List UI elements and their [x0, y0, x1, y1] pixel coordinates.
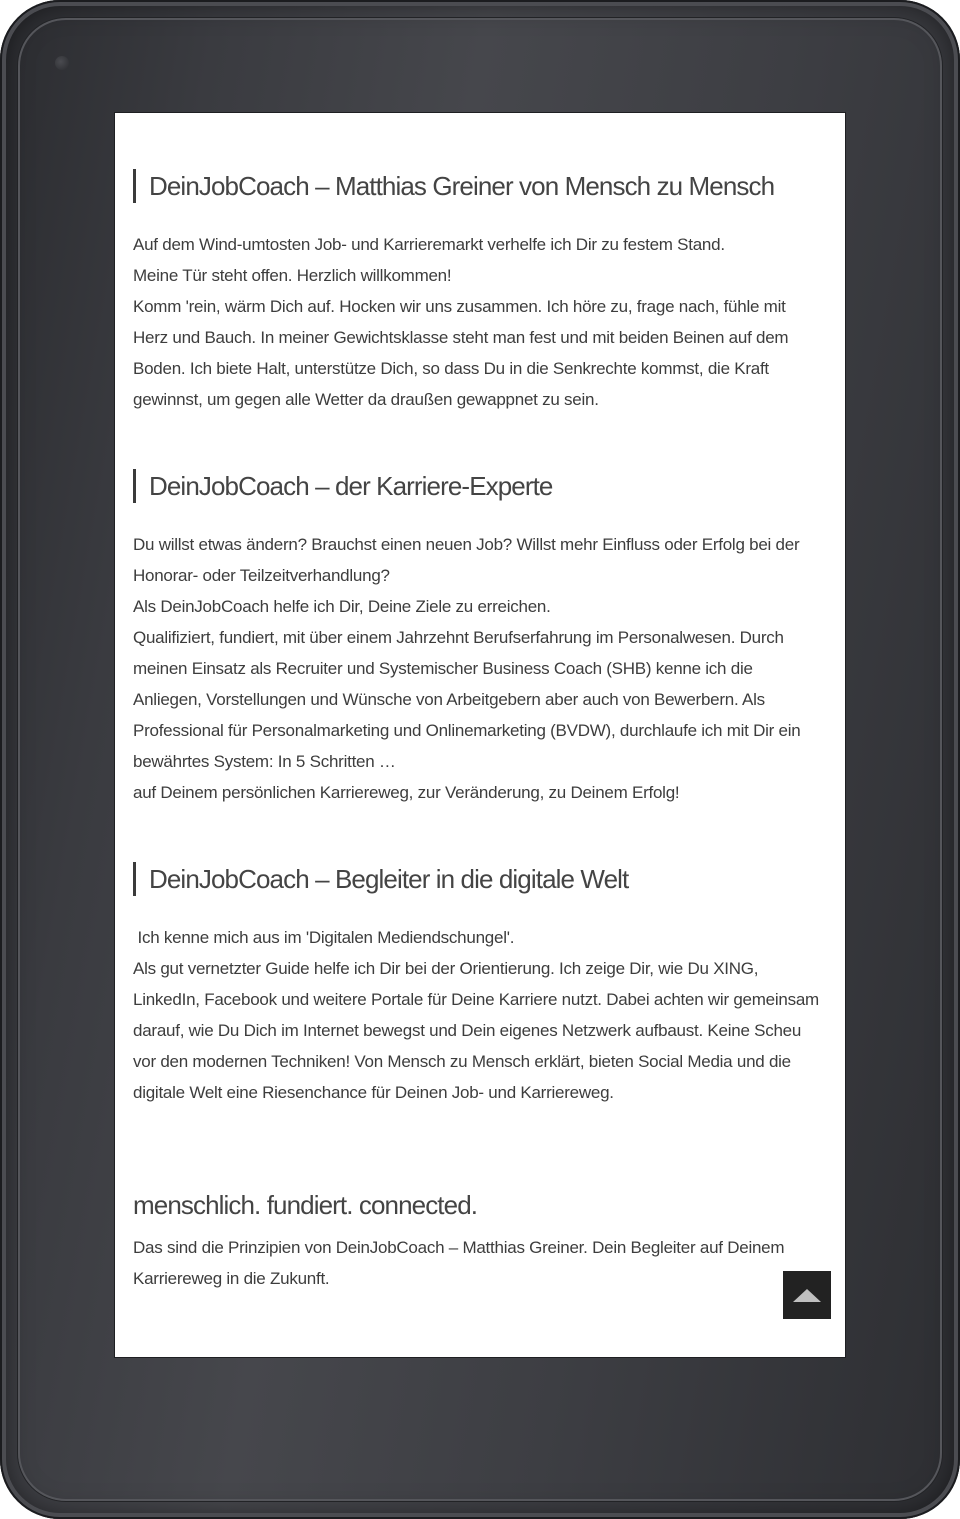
section-digital-world — [133, 862, 823, 1108]
motto-title: menschlich. fundiert. connected. — [133, 1190, 478, 1220]
text-line: Als DeinJobCoach helfe ich Dir, Deine Ziele zu erreichen. — [133, 597, 551, 616]
page-content — [133, 169, 823, 1294]
text-line: Auf dem Wind-umtosten Job- und Karrieremarkt verhelfe ich Dir zu festem Stand. — [133, 235, 725, 254]
section-heading: DeinJobCoach – der Karriere-Experte — [133, 469, 823, 503]
text-line: Ich kenne mich aus im 'Digitalen Mediendschungel'. — [133, 928, 515, 947]
section-text — [133, 529, 823, 808]
section-intro — [133, 169, 823, 415]
text-line: Qualifiziert, fundiert, mit über einem Jahrzehnt Berufserfahrung im Personalwesen. Durch meinen Einsatz als Recruiter und Systemischer Business Coach (SHB) kenne ich die Anliegen, Vorstellungen und Wünsche von Arbeitgebern aber auch von Bewerbern. Als Professional für Personalmarketing und Onlinemarketing (BVDW), durchlaufe ich mit Dir ein bewährtes System: In 5 Schritten … — [133, 628, 801, 771]
text-line: auf Deinem persönlichen Karriereweg, zur Veränderung, zu Deinem Erfolg! — [133, 783, 680, 802]
section-heading: DeinJobCoach – Begleiter in die digitale Welt — [133, 862, 823, 896]
text-line: Als gut vernetzter Guide helfe ich Dir bei der Orientierung. Ich zeige Dir, wie Du XING, LinkedIn, Facebook und weitere Portale für Deine Karriere nutzt. Dabei achten wir gemeinsam darauf, wie Du Dich im Internet bewegst und Dein eigenes Netzwerk aufbaust. Keine Scheu vor den modernen Techniken! Von Mensch zu Mensch erklärt, bieten Social Media und die digitale Welt eine Riesenchance für Deinen Job- und Karriereweg. — [133, 959, 819, 1102]
section-career-expert — [133, 469, 823, 808]
section-heading: DeinJobCoach – Matthias Greiner von Mensch zu Mensch — [133, 169, 823, 203]
scroll-to-top-button[interactable] — [783, 1271, 831, 1319]
section-motto — [133, 1188, 823, 1294]
camera-icon — [55, 56, 69, 70]
section-text — [133, 922, 823, 1108]
motto-text: Das sind die Prinzipien von DeinJobCoach – Matthias Greiner. Dein Begleiter auf Deinem Karriereweg in die Zukunft. — [133, 1238, 785, 1288]
arrow-up-icon — [791, 1286, 823, 1304]
text-line: Komm 'rein, wärm Dich auf. Hocken wir uns zusammen. Ich höre zu, frage nach, fühle mit Herz und Bauch. In meiner Gewichtsklasse steht man fest und mit beiden Beinen auf dem Boden. Ich biete Halt, unterstütze Dich, so dass Du in die Senkrechte kommst, die Kraft gewinnst, um gegen alle Wetter da draußen gewappnet zu sein. — [133, 297, 789, 409]
tablet-screen — [115, 113, 845, 1357]
text-line: Meine Tür steht offen. Herzlich willkommen! — [133, 266, 452, 285]
section-text — [133, 229, 823, 415]
text-line: Du willst etwas ändern? Brauchst einen neuen Job? Willst mehr Einfluss oder Erfolg bei der Honorar- oder Teilzeitverhandlung? — [133, 535, 800, 585]
